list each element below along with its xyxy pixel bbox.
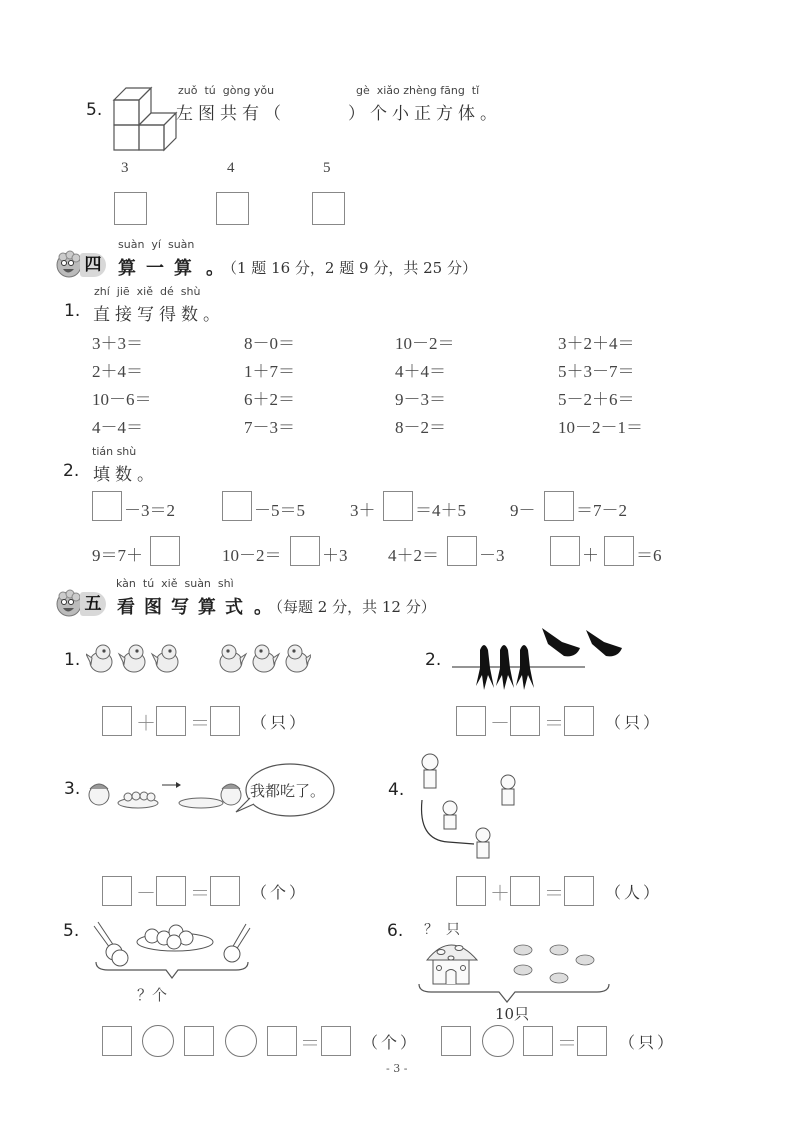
fill-box[interactable]	[383, 491, 413, 521]
boy-eating-illustration	[86, 775, 246, 825]
arithmetic-item: 8－0＝	[244, 334, 295, 353]
equation-text: ＋3	[322, 546, 348, 565]
dumplings-illustration	[92, 918, 254, 984]
answer-box[interactable]	[510, 706, 540, 736]
arithmetic-item: 9－3＝	[395, 390, 446, 409]
arithmetic-item: 1＋7＝	[244, 362, 295, 381]
brace-label: 10只	[495, 1005, 530, 1023]
arithmetic-item: 3＋3＝	[92, 334, 143, 353]
answer-box[interactable]	[564, 876, 594, 906]
pinyin: gè xiǎo zhèng fāng tǐ	[356, 84, 480, 97]
fill-box[interactable]	[604, 536, 634, 566]
arithmetic-item: 8－2＝	[395, 418, 446, 437]
arithmetic-item: 10－6＝	[92, 390, 152, 409]
fill-box[interactable]	[447, 536, 477, 566]
arithmetic-item: 7－3＝	[244, 418, 295, 437]
fill-box[interactable]	[550, 536, 580, 566]
operator: ＝	[544, 881, 564, 905]
answer-box[interactable]	[102, 1026, 132, 1056]
answer-box[interactable]	[184, 1026, 214, 1056]
option-label: 3	[121, 160, 129, 176]
answer-checkbox[interactable]	[216, 192, 249, 225]
operator: ＋	[490, 881, 510, 905]
equation-text: 9＝7＋	[92, 546, 143, 565]
equation-text: 9－	[510, 501, 536, 520]
question-number: 1.	[64, 301, 81, 321]
pinyin: zuǒ tú gòng yǒu	[178, 84, 275, 97]
answer-box[interactable]	[210, 876, 240, 906]
equation-text: ＝4＋5	[415, 501, 466, 520]
equation-text: ＝7－2	[576, 501, 627, 520]
answer-box[interactable]	[156, 876, 186, 906]
section-period: 。	[206, 258, 224, 279]
arithmetic-grid	[92, 329, 692, 441]
chicks-illustration	[86, 640, 311, 680]
pinyin: kàn tú xiě suàn shì	[116, 577, 234, 590]
pinyin: suàn yí suàn	[118, 238, 195, 251]
operator-circle[interactable]	[225, 1025, 257, 1057]
question-text: 左图共有（	[176, 104, 286, 124]
answer-box[interactable]	[102, 876, 132, 906]
question-number: 1.	[64, 650, 81, 670]
answer-checkbox[interactable]	[312, 192, 345, 225]
question-text: 直接写得数。	[93, 305, 225, 325]
page-number: - 3 -	[386, 1062, 408, 1075]
question-text: ）个小正方体。	[348, 104, 502, 124]
section-points: （每题 2 分，共 12 分）	[268, 598, 436, 616]
arithmetic-item: 4－4＝	[92, 418, 143, 437]
section-title: 算一算	[118, 258, 202, 279]
arithmetic-item: 3＋2＋4＝	[558, 334, 635, 353]
arithmetic-item: 5＋3－7＝	[558, 362, 635, 381]
answer-box[interactable]	[210, 706, 240, 736]
operator: ＝	[190, 881, 210, 905]
unit-label: （只）	[619, 1033, 677, 1052]
pinyin: tián shù	[92, 445, 137, 458]
equation-text: 4＋2＝	[388, 546, 439, 565]
arithmetic-item: 6＋2＝	[244, 390, 295, 409]
option-label: 4	[227, 160, 235, 176]
answer-box[interactable]	[321, 1026, 351, 1056]
answer-box[interactable]	[510, 876, 540, 906]
answer-box[interactable]	[102, 706, 132, 736]
fill-box[interactable]	[150, 536, 180, 566]
arithmetic-item: 2＋4＝	[92, 362, 143, 381]
unit-label: （个）	[362, 1033, 420, 1052]
arithmetic-item: 4＋4＝	[395, 362, 446, 381]
question-number: 4.	[388, 780, 405, 800]
cubes-figure	[112, 76, 178, 152]
equation-text: 3＋	[350, 501, 376, 520]
operator: ＝	[544, 711, 564, 735]
answer-box[interactable]	[456, 876, 486, 906]
unit-label: （只）	[251, 713, 309, 732]
swallows-illustration	[450, 620, 650, 690]
arithmetic-item: 5－2＋6＝	[558, 390, 635, 409]
top-label: ？只	[424, 922, 468, 938]
section-points: （1 题 16 分，2 题 9 分，共 25 分）	[222, 259, 477, 277]
question-number: 2.	[425, 650, 442, 670]
question-text: 填数。	[93, 465, 159, 485]
equation-text: 10－2＝	[222, 546, 282, 565]
operator: ＋	[136, 711, 156, 735]
unit-label: （个）	[251, 883, 309, 902]
section-title: 看图写算式	[117, 597, 252, 618]
arithmetic-item: 10－2＝	[395, 334, 455, 353]
operator: －	[490, 711, 510, 735]
answer-box[interactable]	[564, 706, 594, 736]
operator-circle[interactable]	[482, 1025, 514, 1057]
answer-box[interactable]	[577, 1026, 607, 1056]
equation-text: －3＝2	[124, 501, 175, 520]
option-label: 5	[323, 160, 331, 176]
section-tag: 四	[80, 253, 106, 277]
answer-box[interactable]	[523, 1026, 553, 1056]
operator: ＝	[557, 1031, 577, 1055]
fill-box[interactable]	[544, 491, 574, 521]
section-period: 。	[254, 597, 272, 618]
operator-circle[interactable]	[142, 1025, 174, 1057]
answer-checkbox[interactable]	[114, 192, 147, 225]
fill-box[interactable]	[92, 491, 122, 521]
section-tag: 五	[80, 592, 106, 616]
children-playing-illustration	[408, 750, 538, 868]
operator: －	[136, 881, 156, 905]
answer-box[interactable]	[441, 1026, 471, 1056]
brace-label: ？个	[137, 986, 168, 1004]
unit-label: （只）	[605, 713, 663, 732]
question-number: 5.	[63, 921, 80, 941]
answer-box[interactable]	[456, 706, 486, 736]
equation-text: －3	[479, 546, 505, 565]
unit-label: （人）	[605, 883, 663, 902]
question-number: 5.	[86, 100, 103, 120]
equation-text: －5＝5	[254, 501, 305, 520]
answer-box[interactable]	[267, 1026, 297, 1056]
fill-box[interactable]	[290, 536, 320, 566]
arithmetic-item: 10－2－1＝	[558, 418, 643, 437]
question-number: 3.	[64, 779, 81, 799]
question-number: 6.	[387, 921, 404, 941]
speech-text: 我都吃了。	[250, 782, 326, 800]
equation-text: ＝6	[636, 546, 662, 565]
question-number: 2.	[63, 461, 80, 481]
answer-box[interactable]	[156, 706, 186, 736]
fill-box[interactable]	[222, 491, 252, 521]
pinyin: zhí jiē xiě dé shù	[94, 285, 201, 298]
mushroom-rabbits-illustration	[415, 934, 615, 1006]
operator: ＝	[190, 711, 210, 735]
equation-text: ＋	[582, 546, 599, 565]
operator: ＝	[300, 1031, 320, 1055]
